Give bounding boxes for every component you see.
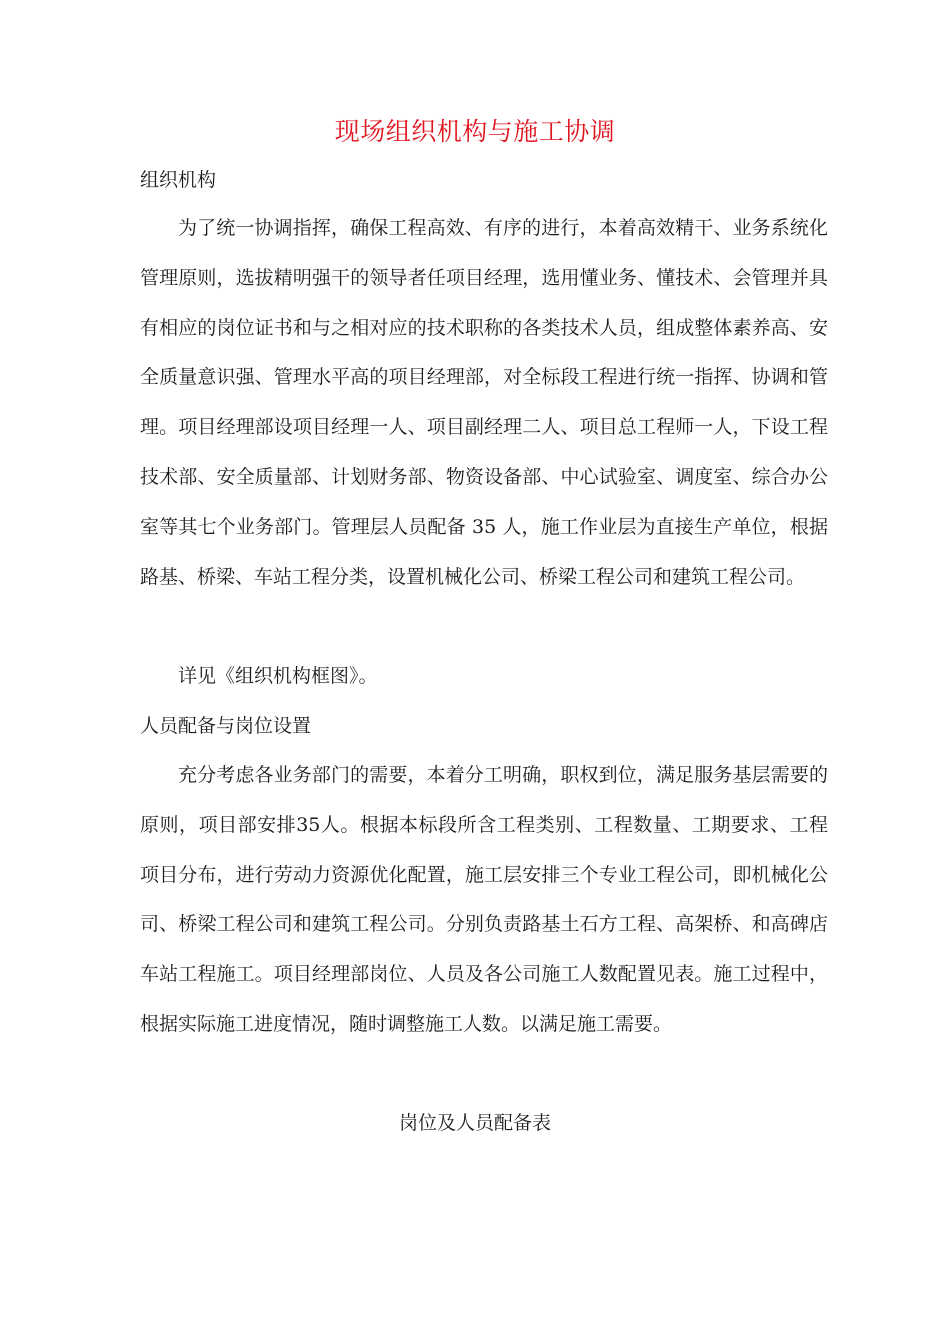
organization-paragraph: 为了统一协调指挥，确保工程高效、有序的进行，本着高效精干、业务系统化管理原则，选拔精明强干的领导者任项目经理，选用懂业务、懂技术、会管理并具有相应的岗位证书和与之相对应的技术职称的各类技术人员，组成整体素养高、安全质量意识强、管理水平高的项目经理部，对全标段工程进行统一指挥、协调和管理。项目经理部设项目经理一人、项目副经理二人、项目总工程师一人，下设工程技术部、安全质量部、计划财务部、物资设备部、中心试验室、调度室、综合办公室等其七个业务部门。管理层人员配备 35 人，施工作业层为直接生产单位，根据路基、桥梁、车站工程分类，设置机械化公司、桥梁工程公司和建筑工程公司。 <box>140 217 828 588</box>
section-heading-staffing: 人员配备与岗位设置 <box>140 715 312 737</box>
organization-chart-reference: 详见《组织机构框图》。 <box>178 665 378 687</box>
staffing-paragraph: 充分考虑各业务部门的需要，本着分工明确，职权到位，满足服务基层需要的原则，项目部安排35人。根据本标段所含工程类别、工程数量、工期要求、工程项目分布，进行劳动力资源优化配置，施工层安排三个专业工程公司，即机械化公司、桥梁工程公司和建筑工程公司。分别负责路基土石方工程、高架桥、和高碑店车站工程施工。项目经理部岗位、人员及各公司施工人数配置见表。施工过程中，根据实际施工进度情况，随时调整施工人数。以满足施工需要。 <box>140 764 828 1035</box>
document-title: 现场组织机构与施工协调 <box>334 117 616 146</box>
table-caption: 岗位及人员配备表 <box>398 1112 551 1134</box>
section-heading-organization: 组织机构 <box>140 169 217 191</box>
